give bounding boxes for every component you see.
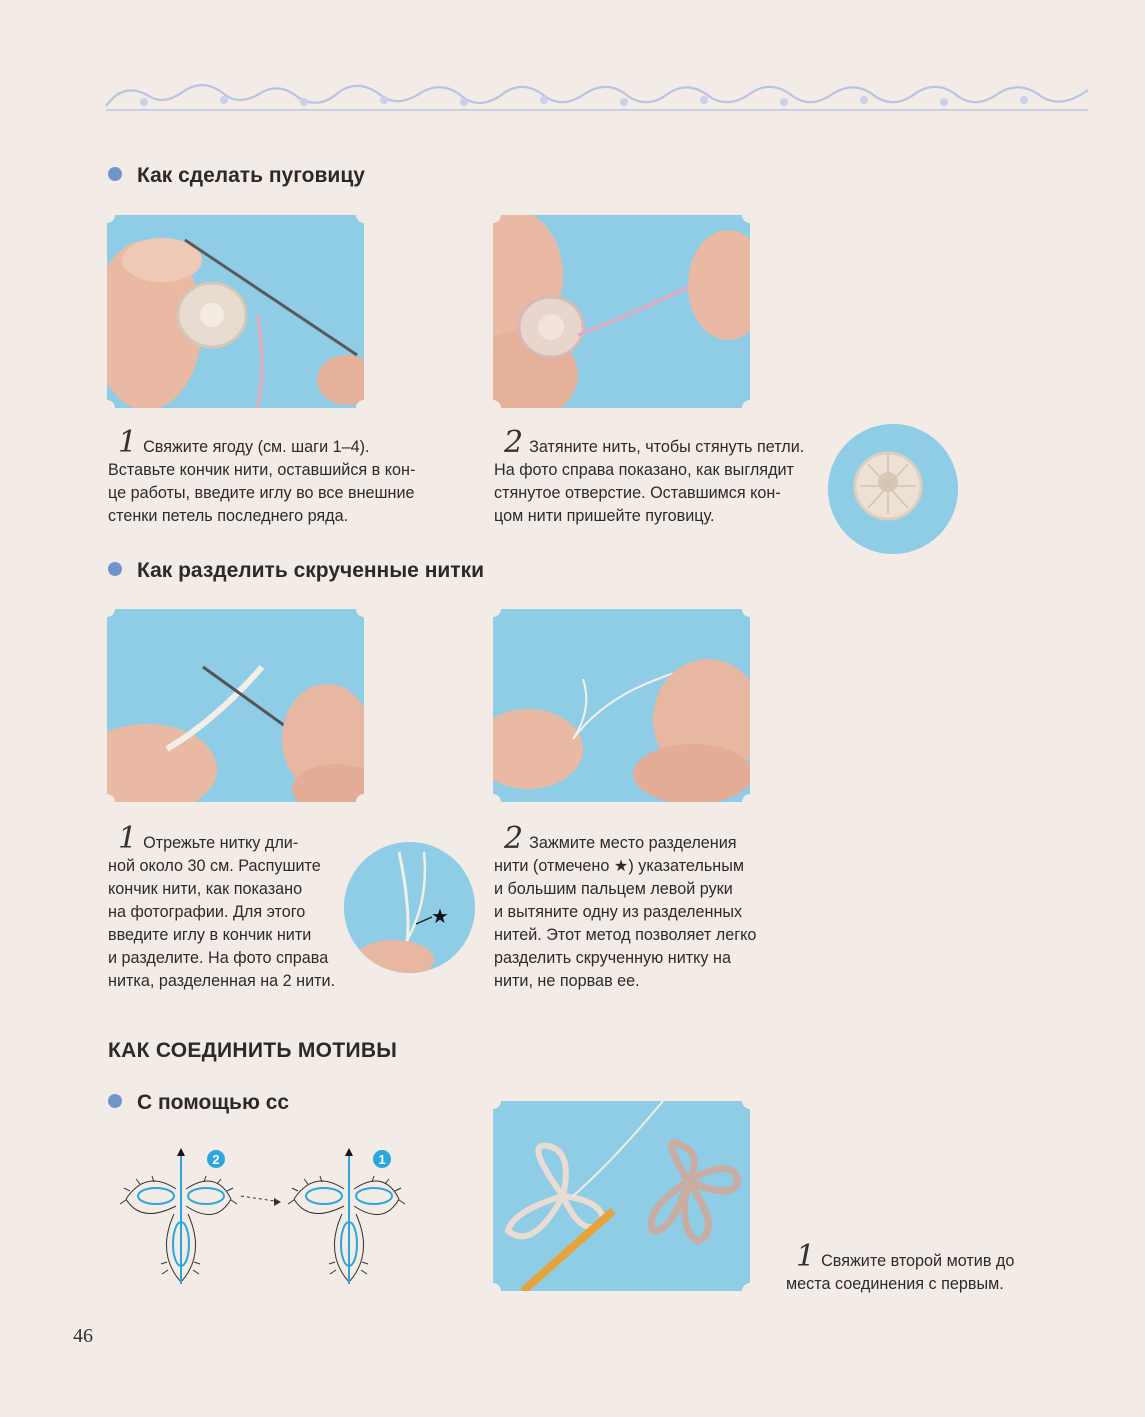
step-text: стянутое отверстие. Оставшимся кон- xyxy=(494,484,781,502)
photo-join-motifs xyxy=(493,1101,750,1291)
split-heading-text: Как разделить скрученные нитки xyxy=(137,559,484,582)
join-subheading xyxy=(108,1091,289,1115)
step-number: 1 xyxy=(118,425,138,460)
step-text: Вставьте кончик нити, оставшийся в кон- xyxy=(108,461,416,479)
diagram-label-1: 1 xyxy=(378,1152,386,1167)
bullet-dot xyxy=(108,1094,122,1108)
step-number: 1 xyxy=(796,1239,816,1274)
step-text: разделить скрученную нитку на xyxy=(494,949,731,967)
button-step-1 xyxy=(108,425,458,528)
step-text: нитка, разделенная на 2 нити. xyxy=(108,972,336,990)
bullet-dot xyxy=(108,167,122,181)
photo-finished-button xyxy=(828,424,958,554)
step-text: и разделите. На фото справа xyxy=(108,949,329,967)
step-text: и большим пальцем левой руки xyxy=(494,880,733,898)
diagram-label-2: 2 xyxy=(212,1152,220,1167)
photo-pull-thread xyxy=(493,215,750,408)
bullet-dot xyxy=(108,562,122,576)
step-text: на фотографии. Для этого xyxy=(108,903,306,921)
photo-pull-strand xyxy=(493,609,750,802)
photo-split-thread xyxy=(344,842,475,973)
step-text: места соединения с первым. xyxy=(786,1275,1004,1293)
step-text: Отрежьте нитку дли- xyxy=(143,834,299,852)
split-section-heading xyxy=(108,559,484,583)
step-text: Зажмите место разделения xyxy=(529,834,737,852)
button-heading-text: Как сделать пуговицу xyxy=(137,164,365,187)
step-text: введите иглу в кончик нити xyxy=(108,926,312,944)
step-text: нитей. Этот метод позволяет легко xyxy=(494,926,757,944)
step-text: Затяните нить, чтобы стянуть петли. xyxy=(529,438,805,456)
step-number: 1 xyxy=(118,821,138,856)
button-step-2 xyxy=(494,425,834,528)
step-text: и вытяните одну из разделенных xyxy=(494,903,743,921)
step-text: Свяжите ягоду (см. шаги 1–4). xyxy=(143,438,370,456)
button-section-heading xyxy=(108,164,365,188)
photo-split-needle xyxy=(107,609,364,802)
step-text: кончик нити, как показано xyxy=(108,880,303,898)
crochet-diagram xyxy=(106,1144,422,1294)
decorative-ornament-border xyxy=(104,76,1090,120)
step-text: Свяжите второй мотив до xyxy=(821,1252,1015,1270)
photo-insert-needle xyxy=(107,215,364,408)
join-step-1 xyxy=(786,1239,1046,1296)
step-text: ной около 30 см. Распушите xyxy=(108,857,321,875)
step-text: нити (отмечено ★) указательным xyxy=(494,857,744,875)
step-text: стенки петель последнего ряда. xyxy=(108,507,349,525)
join-section-title: КАК СОЕДИНИТЬ МОТИВЫ xyxy=(108,1039,398,1062)
step-number: 2 xyxy=(504,821,524,856)
step-text: нити, не порвав ее. xyxy=(494,972,640,990)
split-step-2 xyxy=(494,821,794,993)
join-subheading-text: С помощью сс xyxy=(137,1091,290,1114)
split-step-1 xyxy=(108,821,358,993)
page-number: 46 xyxy=(73,1325,93,1347)
star-marker-icon: ★ xyxy=(431,906,449,928)
step-text: На фото справа показано, как выглядит xyxy=(494,461,794,479)
step-number: 2 xyxy=(504,425,524,460)
step-text: це работы, введите иглу во все внешние xyxy=(108,484,415,502)
step-text: цом нити пришейте пуговицу. xyxy=(494,507,715,525)
